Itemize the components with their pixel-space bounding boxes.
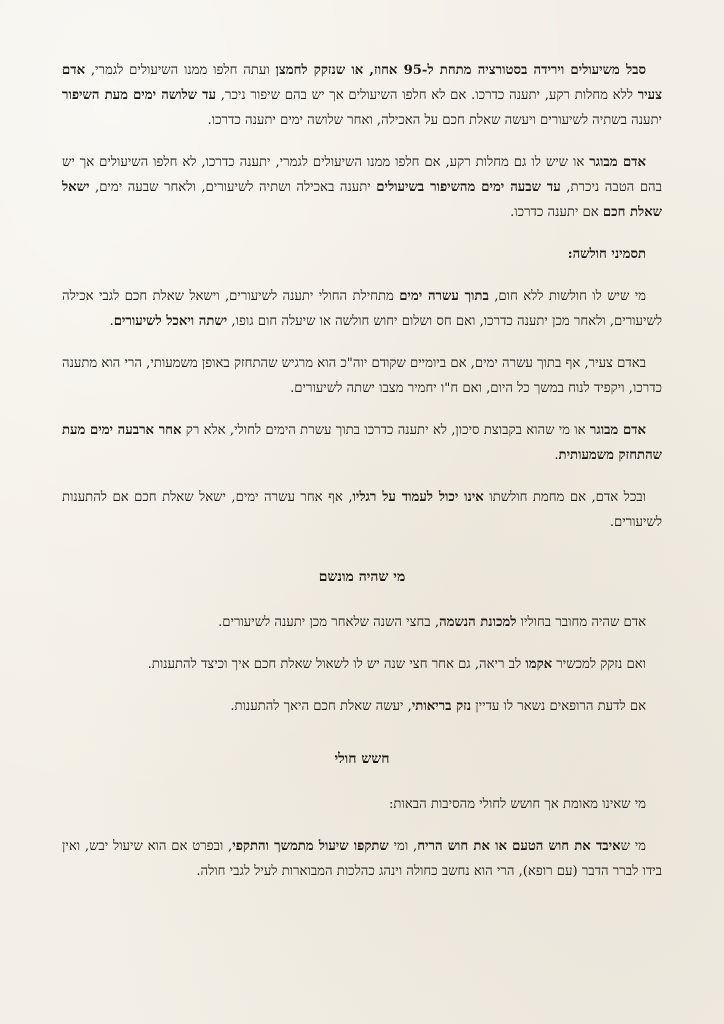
ventilated-section-title: מי שהיה מונשם [318,569,406,585]
bold-text: עד שלושה ימים מעת השיפור [62,88,216,103]
body-text: , בחצי השנה שלאחר מכן יתענה לשיעורים. [218,615,440,630]
body-text: מי שיש לו חולשות ללא חום, [488,289,646,304]
bold-text: אינו יכול לעמוד על רגליו [352,490,484,505]
bold-text: אדם מבוגר [589,423,646,438]
bold-text: למכונת הנשמה [439,615,517,630]
body-text: לב ריאה, גם אחר חצי שנה יש לו לשאול שאלת חכם איך וכיצד להתענות. [147,657,526,672]
paragraph-p7 [62,610,662,635]
bold-text: אדם צעיר [62,63,662,103]
suspected-illness-section-title: חשש חולי [334,751,390,767]
body-text: . [554,448,559,463]
paragraph-p10 [62,792,662,817]
body-text: ועתה חלפו ממנו השיעולים לגמרי, [85,63,276,78]
paragraph-p8 [62,652,662,677]
body-text: מתחילת החולי יתענה לשיעורים, וישאל שאלת חכם לגבי אכילה לשיעורים, ולאחר מכן יתענה כדרכו, ואם חס ושלום יחוש חולשה או שיעלה חום גופו, [62,289,662,329]
paragraph-p1 [62,58,662,133]
body-text: מי שאינו מאומת אך חושש לחולי מהסיבות הבאות: [388,797,646,812]
paragraph-p3 [62,284,662,334]
body-text: או שיש לו גם מחלות רקע, אם חלפו ממנו השיעולים לגמרי, יתענה כדרכו, לא חלפו השיעולים אך יש בהם הטבה ניכרת, [62,155,662,195]
body-text: או מי שהוא בקבוצת סיכון, לא יתענה כדרכו בתוך עשרת הימים לחולי, אלא רק [181,423,590,438]
body-text: באדם צעיר, אף בתוך עשרה ימים, אם ביומיים שקודם יוה"כ הוא מרגיש שהתחזק באופן משמעותי, הרי הוא מתענה כדרכו, ויקפיד לנוח במשך כל היום, ואם ח"ו יחמיר מצבו ישתה לשיעורים. [61,356,662,396]
paragraph-p11 [62,834,662,884]
bold-text: בתוך עשרה ימים [399,289,489,304]
body-text: , אף אחר עשרה ימים, ישאל שאלת חכם אם להתענות לשיעורים. [62,490,662,530]
weakness-symptoms-heading: תסמיני חולשה: [567,247,646,262]
bold-text: עד שבעה ימים מהשיפור בשיעולים [376,180,561,195]
suspected-illness-section [62,792,662,884]
paragraph-p5 [62,418,662,468]
bold-text: אחר ארבעה ימים מעת שהתחזק משמעותית [62,423,662,463]
body-text: . [109,314,114,329]
weakness-section [62,284,662,535]
bold-text: אקמו [525,657,553,672]
bold-text: אדם מבוגר [589,155,646,170]
body-text: יתענה בשתיה לשיעורים ויעשה שאלת חכם על האכילה, ואחר שלושה ימים יתענה כדרכו. [207,113,662,128]
body-text: אם לדעת הרופאים נשאר לו עדיין [471,699,646,714]
body-text: , יעשה שאלת חכם היאך להתענות. [230,699,412,714]
body-text: אדם שהיה מחובר בחוליו [516,615,646,630]
body-text: , ובפרט אם הוא שיעול יבש, ואין בידו לברר הדבר (עם רופא), הרי הוא נחשב כחולה וינהג כהלכות המבוארות לעיל לגבי חולה. [62,839,662,879]
bold-text: ישאל שאלת חכם [62,180,662,220]
body-text: ואם נזקק למכשיר [552,657,646,672]
body-text: ובכל אדם, אם מחמת חולשתו [483,490,646,505]
paragraph-p2 [62,150,662,225]
body-text: ללא מחלות רקע, יתענה כדרכו. אם לא חלפו השיעולים אך יש בהם שיפור ניכר, [216,88,638,103]
body-text: יתענה באכילה ושתיה לשיעורים, ולאחר שבעה ימים, [89,180,377,195]
covid-cough-section [62,58,662,225]
bold-text: שתקפו שיעול מתמשך והתקפי [232,839,389,854]
paragraph-p6 [62,485,662,535]
document-page [62,58,662,901]
bold-text: איבד את חוש הטעם או את חוש הריח [417,839,621,854]
body-text: מי ש [620,839,646,854]
paragraph-p9 [62,694,662,719]
bold-text: נזק בריאותי [411,699,472,714]
body-text: , ומי [388,839,418,854]
ventilated-section [62,610,662,719]
body-text: אם יתענה כדרכו. [510,205,603,220]
paragraph-p4 [62,351,662,401]
bold-text: סבל משיעולים וירידה בסטורציה מתחת ל-95 אחוז, או שנזקק לחמצן [275,63,646,78]
bold-text: ישתה ויאכל לשיעורים [113,314,228,329]
